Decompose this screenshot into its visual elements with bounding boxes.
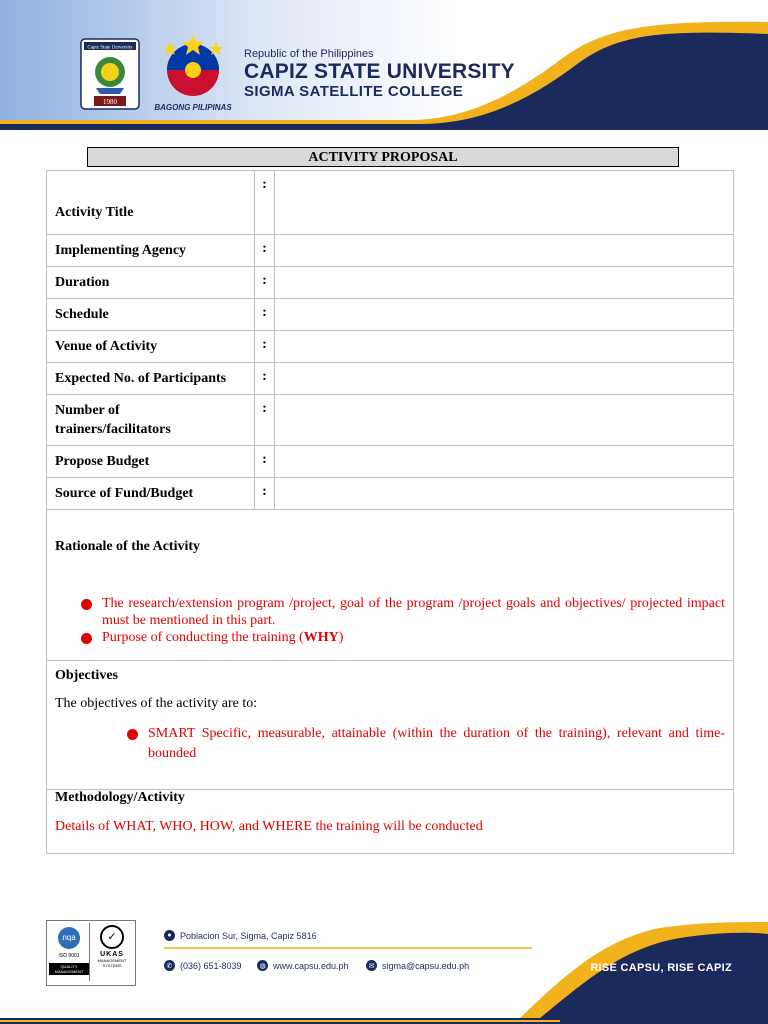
rationale-bullet-2: Purpose of conducting the training (WHY)	[55, 629, 725, 646]
red-bullet-icon	[81, 633, 92, 644]
field-label-implementing-agency: Implementing Agency	[47, 235, 255, 267]
field-label-venue: Venue of Activity	[47, 331, 255, 363]
field-label-trainers: Number of trainers/facilitators	[47, 395, 255, 446]
schedule-field[interactable]	[275, 299, 734, 331]
colon-separator: :	[255, 446, 275, 478]
header-text-block	[244, 48, 515, 101]
field-label-budget: Propose Budget	[47, 446, 255, 478]
objectives-cell[interactable]	[47, 661, 734, 790]
methodology-heading: Methodology/Activity	[55, 790, 185, 805]
venue-field[interactable]	[275, 331, 734, 363]
colon-separator: :	[255, 478, 275, 510]
budget-field[interactable]	[275, 446, 734, 478]
location-pin-icon: ●	[164, 930, 175, 941]
table-row	[47, 363, 734, 395]
form-title: ACTIVITY PROPOSAL	[87, 147, 679, 167]
rationale-bullet-1: The research/extension program /project, goal of the program /project goals and objectives/ projected impact must be mentioned in this part.	[55, 595, 725, 629]
trainers-field[interactable]	[275, 395, 734, 446]
college-name: SIGMA SATELLITE COLLEGE	[244, 83, 464, 100]
duration-field[interactable]	[275, 267, 734, 299]
colon-separator: :	[255, 331, 275, 363]
field-label-activity-title: Activity Title	[47, 171, 255, 235]
implementing-agency-field[interactable]	[275, 235, 734, 267]
methodology-section	[47, 790, 734, 854]
nqa-logo-icon: nqa	[58, 927, 80, 949]
methodology-details: Details of WHAT, WHO, HOW, and WHERE the training will be conducted	[55, 819, 483, 834]
objectives-section	[47, 661, 734, 790]
iso-label: ISO 9001	[58, 953, 80, 959]
quality-management-label: QUALITY MANAGEMENT	[49, 963, 89, 975]
colon-separator: :	[255, 171, 275, 235]
rationale-heading: Rationale of the Activity	[55, 539, 201, 554]
letterhead-footer	[0, 900, 768, 1024]
mail-icon: ✉	[366, 960, 377, 971]
footer-slogan: RISE CAPSU, RISE CAPIZ	[590, 962, 732, 974]
methodology-cell[interactable]	[47, 790, 734, 854]
colon-separator: :	[255, 395, 275, 446]
table-row	[47, 446, 734, 478]
field-label-source: Source of Fund/Budget	[47, 478, 255, 510]
letterhead-header	[0, 0, 768, 130]
globe-icon: ◍	[257, 960, 268, 971]
republic-line: Republic of the Philippines	[244, 48, 374, 60]
objectives-heading: Objectives	[55, 668, 118, 683]
colon-separator: :	[255, 299, 275, 331]
red-bullet-icon	[81, 599, 92, 610]
table-row	[47, 267, 734, 299]
email-link[interactable]: ✉ sigma@capsu.edu.ph	[366, 960, 469, 971]
svg-text:Capiz State University: Capiz State University	[87, 45, 133, 51]
university-name: CAPIZ STATE UNIVERSITY	[244, 60, 515, 83]
management-systems-label: MANAGEMENT SYSTEMS	[97, 958, 127, 968]
bagong-pilipinas-text: BAGONG PILIPINAS	[154, 103, 232, 112]
field-label-participants: Expected No. of Participants	[47, 363, 255, 395]
iso-certification-badge	[46, 920, 136, 986]
activity-proposal-table	[46, 170, 734, 854]
table-row	[47, 478, 734, 510]
participants-field[interactable]	[275, 363, 734, 395]
rationale-section	[47, 510, 734, 661]
svg-text:1980: 1980	[103, 98, 117, 106]
phone-icon: ✆	[164, 960, 175, 971]
rationale-cell[interactable]	[47, 510, 734, 661]
table-row	[47, 235, 734, 267]
university-seal-logo	[80, 38, 140, 110]
field-label-duration: Duration	[47, 267, 255, 299]
objectives-intro: The objectives of the activity are to:	[55, 696, 258, 711]
colon-separator: :	[255, 267, 275, 299]
source-field[interactable]	[275, 478, 734, 510]
colon-separator: :	[255, 235, 275, 267]
activity-title-field[interactable]	[275, 171, 734, 235]
bagong-pilipinas-logo	[150, 32, 236, 112]
address-line: ● Poblacion Sur, Sigma, Capiz 5816	[164, 930, 317, 941]
ukas-label: UKAS	[100, 951, 124, 958]
field-label-schedule: Schedule	[47, 299, 255, 331]
objectives-bullet: SMART Specific, measurable, attainable (within the duration of the training), relevant and time-bounded	[55, 724, 725, 764]
checkmark-crown-icon: ✓	[100, 925, 124, 949]
red-bullet-icon	[127, 729, 138, 740]
table-row	[47, 395, 734, 446]
phone-line: ✆ (036) 651-8039	[164, 960, 242, 971]
table-row	[47, 299, 734, 331]
website-link[interactable]: ◍ www.capsu.edu.ph	[257, 960, 349, 971]
table-row	[47, 331, 734, 363]
table-row	[47, 171, 734, 235]
colon-separator: :	[255, 363, 275, 395]
